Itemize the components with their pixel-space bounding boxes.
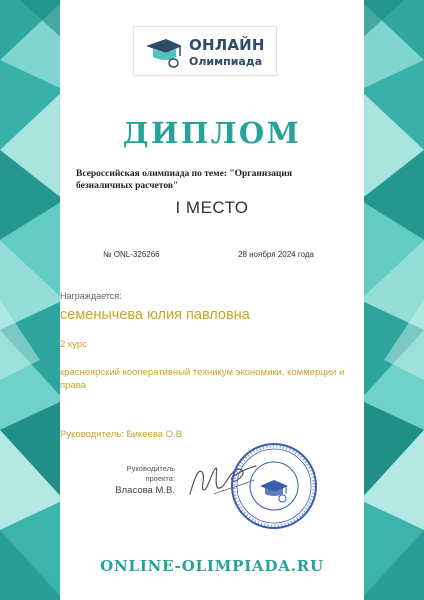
left-decorative-border	[0, 0, 64, 600]
website-address: ONLINE-OLIMPIADA.RU	[100, 557, 324, 575]
recipient-school: красноярский кооперативный техникум экономики, коммерции и права	[60, 367, 345, 391]
diploma-title: ДИПЛОМ	[122, 116, 302, 150]
logo-line-2: Олимпиада	[189, 55, 263, 68]
recipient-name: семенычева юлия павловна	[60, 307, 250, 323]
award-place: I МЕСТО	[175, 198, 249, 217]
olympiad-subject: Всероссийская олимпиада по теме: "Организация безналичных расчетов"	[76, 169, 292, 191]
diploma-number: № ONL-326266	[103, 250, 160, 259]
recipient-leader: Руководитель: Бикеева О.В	[60, 429, 183, 440]
logo-line-1: ОНЛАЙН	[189, 36, 265, 54]
awarded-label: Награждается:	[60, 291, 122, 301]
recipient-course: 2 курс	[60, 339, 87, 350]
signatory-title: Руководитель проекта:	[126, 464, 175, 483]
graduation-cap-icon	[144, 36, 184, 68]
right-decorative-border	[360, 0, 424, 600]
olympiad-logo	[133, 26, 277, 76]
signatory-name: Власова М.В.	[115, 485, 175, 496]
diploma-date: 28 ноября 2024 года	[238, 250, 314, 259]
official-stamp	[230, 442, 318, 530]
